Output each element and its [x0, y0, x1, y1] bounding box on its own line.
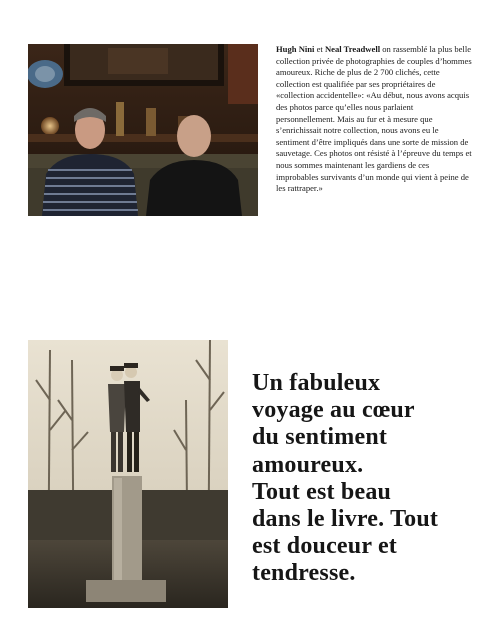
vintage-photo	[28, 340, 228, 608]
intro-text: on rassemblé la plus belle collection privée de photographies de couples d’hommes amoureux. Riche de plus de 2 700 clichés, cette collection est qualifiée par ses propriétaires de «collection accidentelle»: «Au début, nous avons acquis des photos parce qu’elles nous parlaient personnellement. Mais au fur et à mesure que s’enrichissait notre collection, nous avons eu le sentiment d’être impliqués dans une sorte de mission de sauvetage. Ces photos ont résisté à l’épreuve du temps et nous sommes maintenant les gardiens de ces improbables survivants d’un monde qui vient à peine de les rattraper.»	[276, 44, 472, 194]
quote-line: amoureux.	[252, 451, 364, 478]
intro-connector: et	[314, 44, 325, 54]
quote-line: tendresse.	[252, 560, 356, 587]
quote-line: est douceur et	[252, 533, 397, 560]
pull-quote	[252, 370, 492, 588]
quote-line: voyage au cœur	[252, 397, 415, 424]
intro-paragraph	[276, 44, 472, 195]
intro-name-2: Neal Treadwell	[324, 44, 381, 54]
quote-line: dans le livre. Tout	[252, 506, 439, 533]
quote-line: Tout est beau	[252, 478, 392, 505]
portrait-photo	[28, 44, 258, 216]
quote-line: du sentiment	[252, 424, 388, 451]
quote-line: Un fabuleux	[252, 370, 381, 396]
intro-name-1: Hugh Nini	[276, 44, 315, 54]
